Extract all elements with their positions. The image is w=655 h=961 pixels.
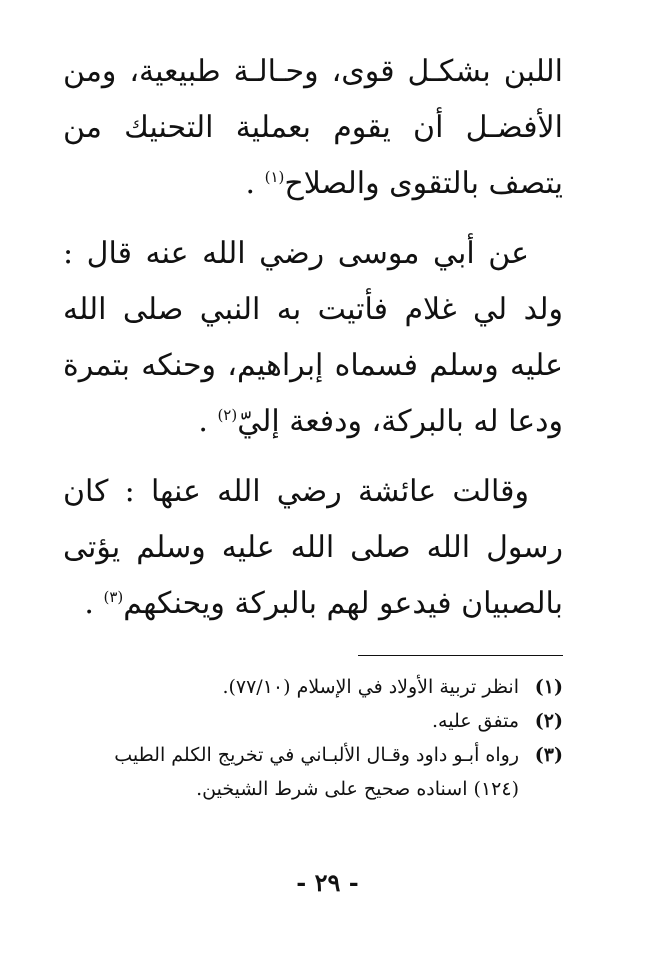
footnotes-block [63, 670, 563, 806]
footnote-number: (١) [534, 676, 563, 698]
paragraph-3 [63, 464, 563, 632]
paragraph-text: وقالت عائشة رضي الله عنها : كان رسول الله صلى الله عليه وسلم يؤتى بالصبيان فيدعو لهم بالبركة ويحنكهم [63, 474, 563, 621]
footnote-text: متفق عليه. [432, 710, 519, 732]
footnote-ref-1: (١) [264, 168, 285, 186]
footnote-number: (٣) [534, 744, 563, 766]
paragraph-end: . [198, 404, 208, 439]
footnote-item [63, 738, 563, 806]
footnote-text: انظر تربية الأولاد في الإسلام (٧٧/١٠). [222, 676, 519, 698]
footnote-number: (٢) [534, 710, 563, 732]
footnote-item [63, 704, 563, 738]
paragraph-text: عن أبي موسى رضي الله عنه قال : ولد لي غلام فأتيت به النبي صلى الله عليه وسلم فسماه إبراهيم، وحنكه بتمرة ودعا له بالبركة، ودفعة إليّ [63, 236, 563, 439]
footnote-item [63, 670, 563, 704]
paragraph-1 [63, 44, 563, 212]
paragraph-2 [63, 226, 563, 450]
paragraph-end: . [245, 166, 256, 201]
footnote-text: رواه أبـو داود وقـال الألبـاني في تخريج الكلم الطيب (١٢٤) اسناده صحيح على شرط الشيخين. [114, 744, 519, 800]
paragraph-end: . [84, 586, 94, 621]
paragraph-text: اللبن بشكـل قوى، وحـالـة طبيعية، ومن الأفضـل أن يقوم بعملية التحنيك من يتصف بالتقوى والصلاح [63, 54, 563, 201]
main-text-block [63, 44, 563, 646]
footnote-ref-3: (٣) [103, 588, 124, 606]
footnote-divider [358, 655, 563, 656]
footnote-ref-2: (٢) [217, 406, 238, 424]
page-number: - ٢٩ - [296, 868, 359, 897]
